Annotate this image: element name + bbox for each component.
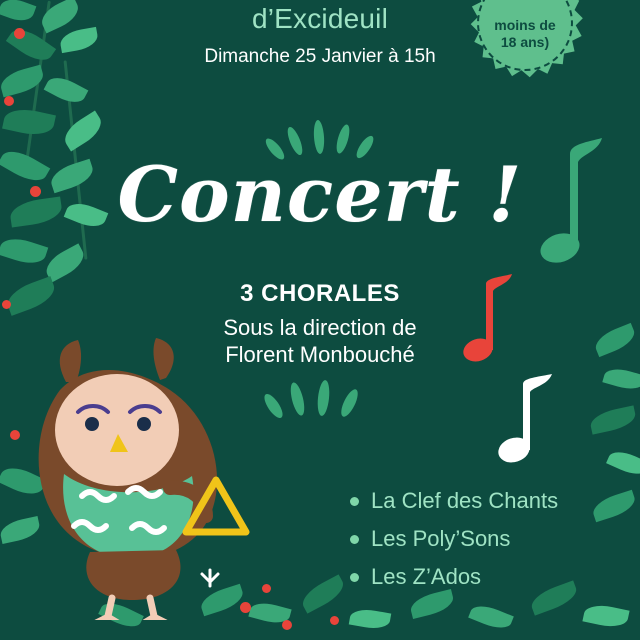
header-date: Dimanche 25 Janvier à 15h <box>204 46 436 67</box>
choir-name: Les Z’Ados <box>371 564 482 589</box>
badge-line2: 18 ans) <box>500 34 550 50</box>
subtitle-chorales: 3 CHORALES <box>240 280 400 307</box>
list-item <box>350 564 558 590</box>
list-item <box>350 488 558 514</box>
page-title: Concert ! <box>117 150 523 239</box>
header-venue: d’Excideuil <box>251 3 389 34</box>
choir-list <box>350 488 558 602</box>
music-note-white-icon <box>498 372 564 471</box>
choir-name: La Clef des Chants <box>371 488 559 513</box>
badge-line1: moins de <box>494 17 556 33</box>
owl-illustration <box>20 320 280 620</box>
bullet-icon <box>350 535 359 544</box>
list-item <box>350 526 558 552</box>
bullet-icon <box>350 573 359 582</box>
foliage-right <box>580 330 640 590</box>
subtitle-direction-line2: Florent Monbouché <box>225 342 415 367</box>
choir-name: Les Poly’Sons <box>371 526 511 551</box>
bullet-icon <box>350 497 359 506</box>
leaf-cluster-middle <box>268 378 378 422</box>
age-badge <box>466 0 584 82</box>
subtitle-direction-line1: Sous la direction de <box>223 315 417 340</box>
